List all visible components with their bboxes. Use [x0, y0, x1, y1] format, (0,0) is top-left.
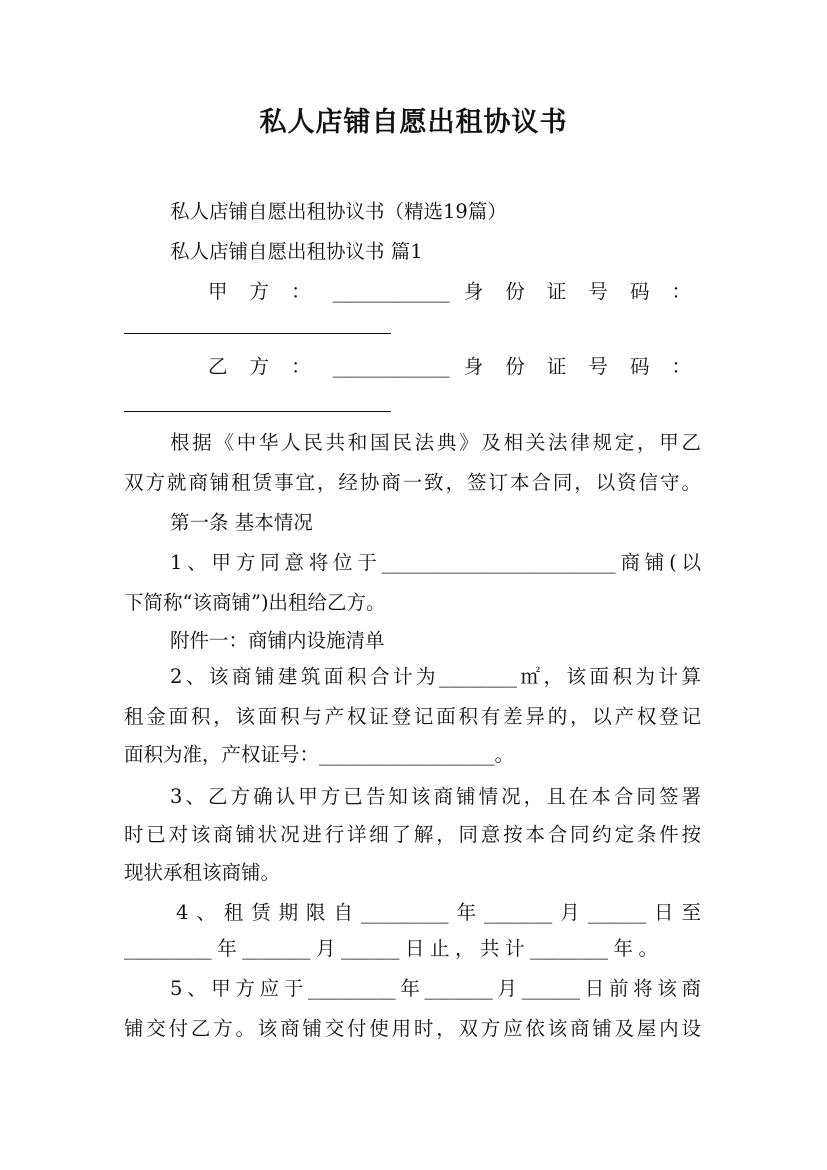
- article-1-heading: 第一条 基本情况: [170, 511, 313, 534]
- item-5-line-2: 铺交付乙方。该商铺交付使用时，双方应依该商铺及屋内设: [124, 1017, 701, 1040]
- party-a-line: 甲 方 ： ____________ 身 份 证 号 码 ：: [208, 280, 691, 303]
- item-1-line-1: 1、甲方同意将位于________________________商铺(以: [170, 551, 701, 574]
- item-4-line-2: _________年_______月______日止，共计________年。: [124, 937, 658, 960]
- section-heading: 私人店铺自愿出租协议书 篇1: [170, 240, 423, 263]
- party-b-line: 乙 方 ： ____________ 身 份 证 号 码 ：: [208, 355, 691, 378]
- item-2-line-1: 2、该商铺建筑面积合计为________㎡，该面积为计算: [170, 665, 701, 688]
- item-1-line-2: 下简称“该商铺”)出租给乙方。: [124, 591, 386, 614]
- item-2-line-3: 面积为准，产权证号：__________________。: [124, 743, 515, 766]
- intro-line-1: 根据《中华人民共和国民法典》及相关法律规定，甲乙: [170, 431, 701, 454]
- party-a-id-blank: [124, 333, 391, 334]
- item-2-line-2: 租金面积，该面积与产权证登记面积有差异的，以产权登记: [124, 705, 701, 728]
- item-3-line-2: 时已对该商铺状况进行详细了解，同意按本合同约定条件按: [124, 823, 701, 846]
- intro-line-2: 双方就商铺租赁事宜，经协商一致，签订本合同，以资信守。: [124, 471, 701, 494]
- subtitle: 私人店铺自愿出租协议书（精选19篇）: [170, 200, 507, 223]
- attachment-line: 附件一：商铺内设施清单: [170, 629, 385, 652]
- item-3-line-3: 现状承租该商铺。: [124, 861, 281, 884]
- document-title: 私人店铺自愿出租协议书: [259, 107, 568, 138]
- item-3-line-1: 3、乙方确认甲方已告知该商铺情况，且在本合同签署: [170, 785, 701, 808]
- item-5-line-1: 5、甲方应于_________年_______月______日前将该商: [170, 977, 701, 1000]
- party-b-id-blank: [124, 411, 391, 412]
- item-4-line-1: 4、租赁期限自_________年_______月______日至: [176, 901, 701, 924]
